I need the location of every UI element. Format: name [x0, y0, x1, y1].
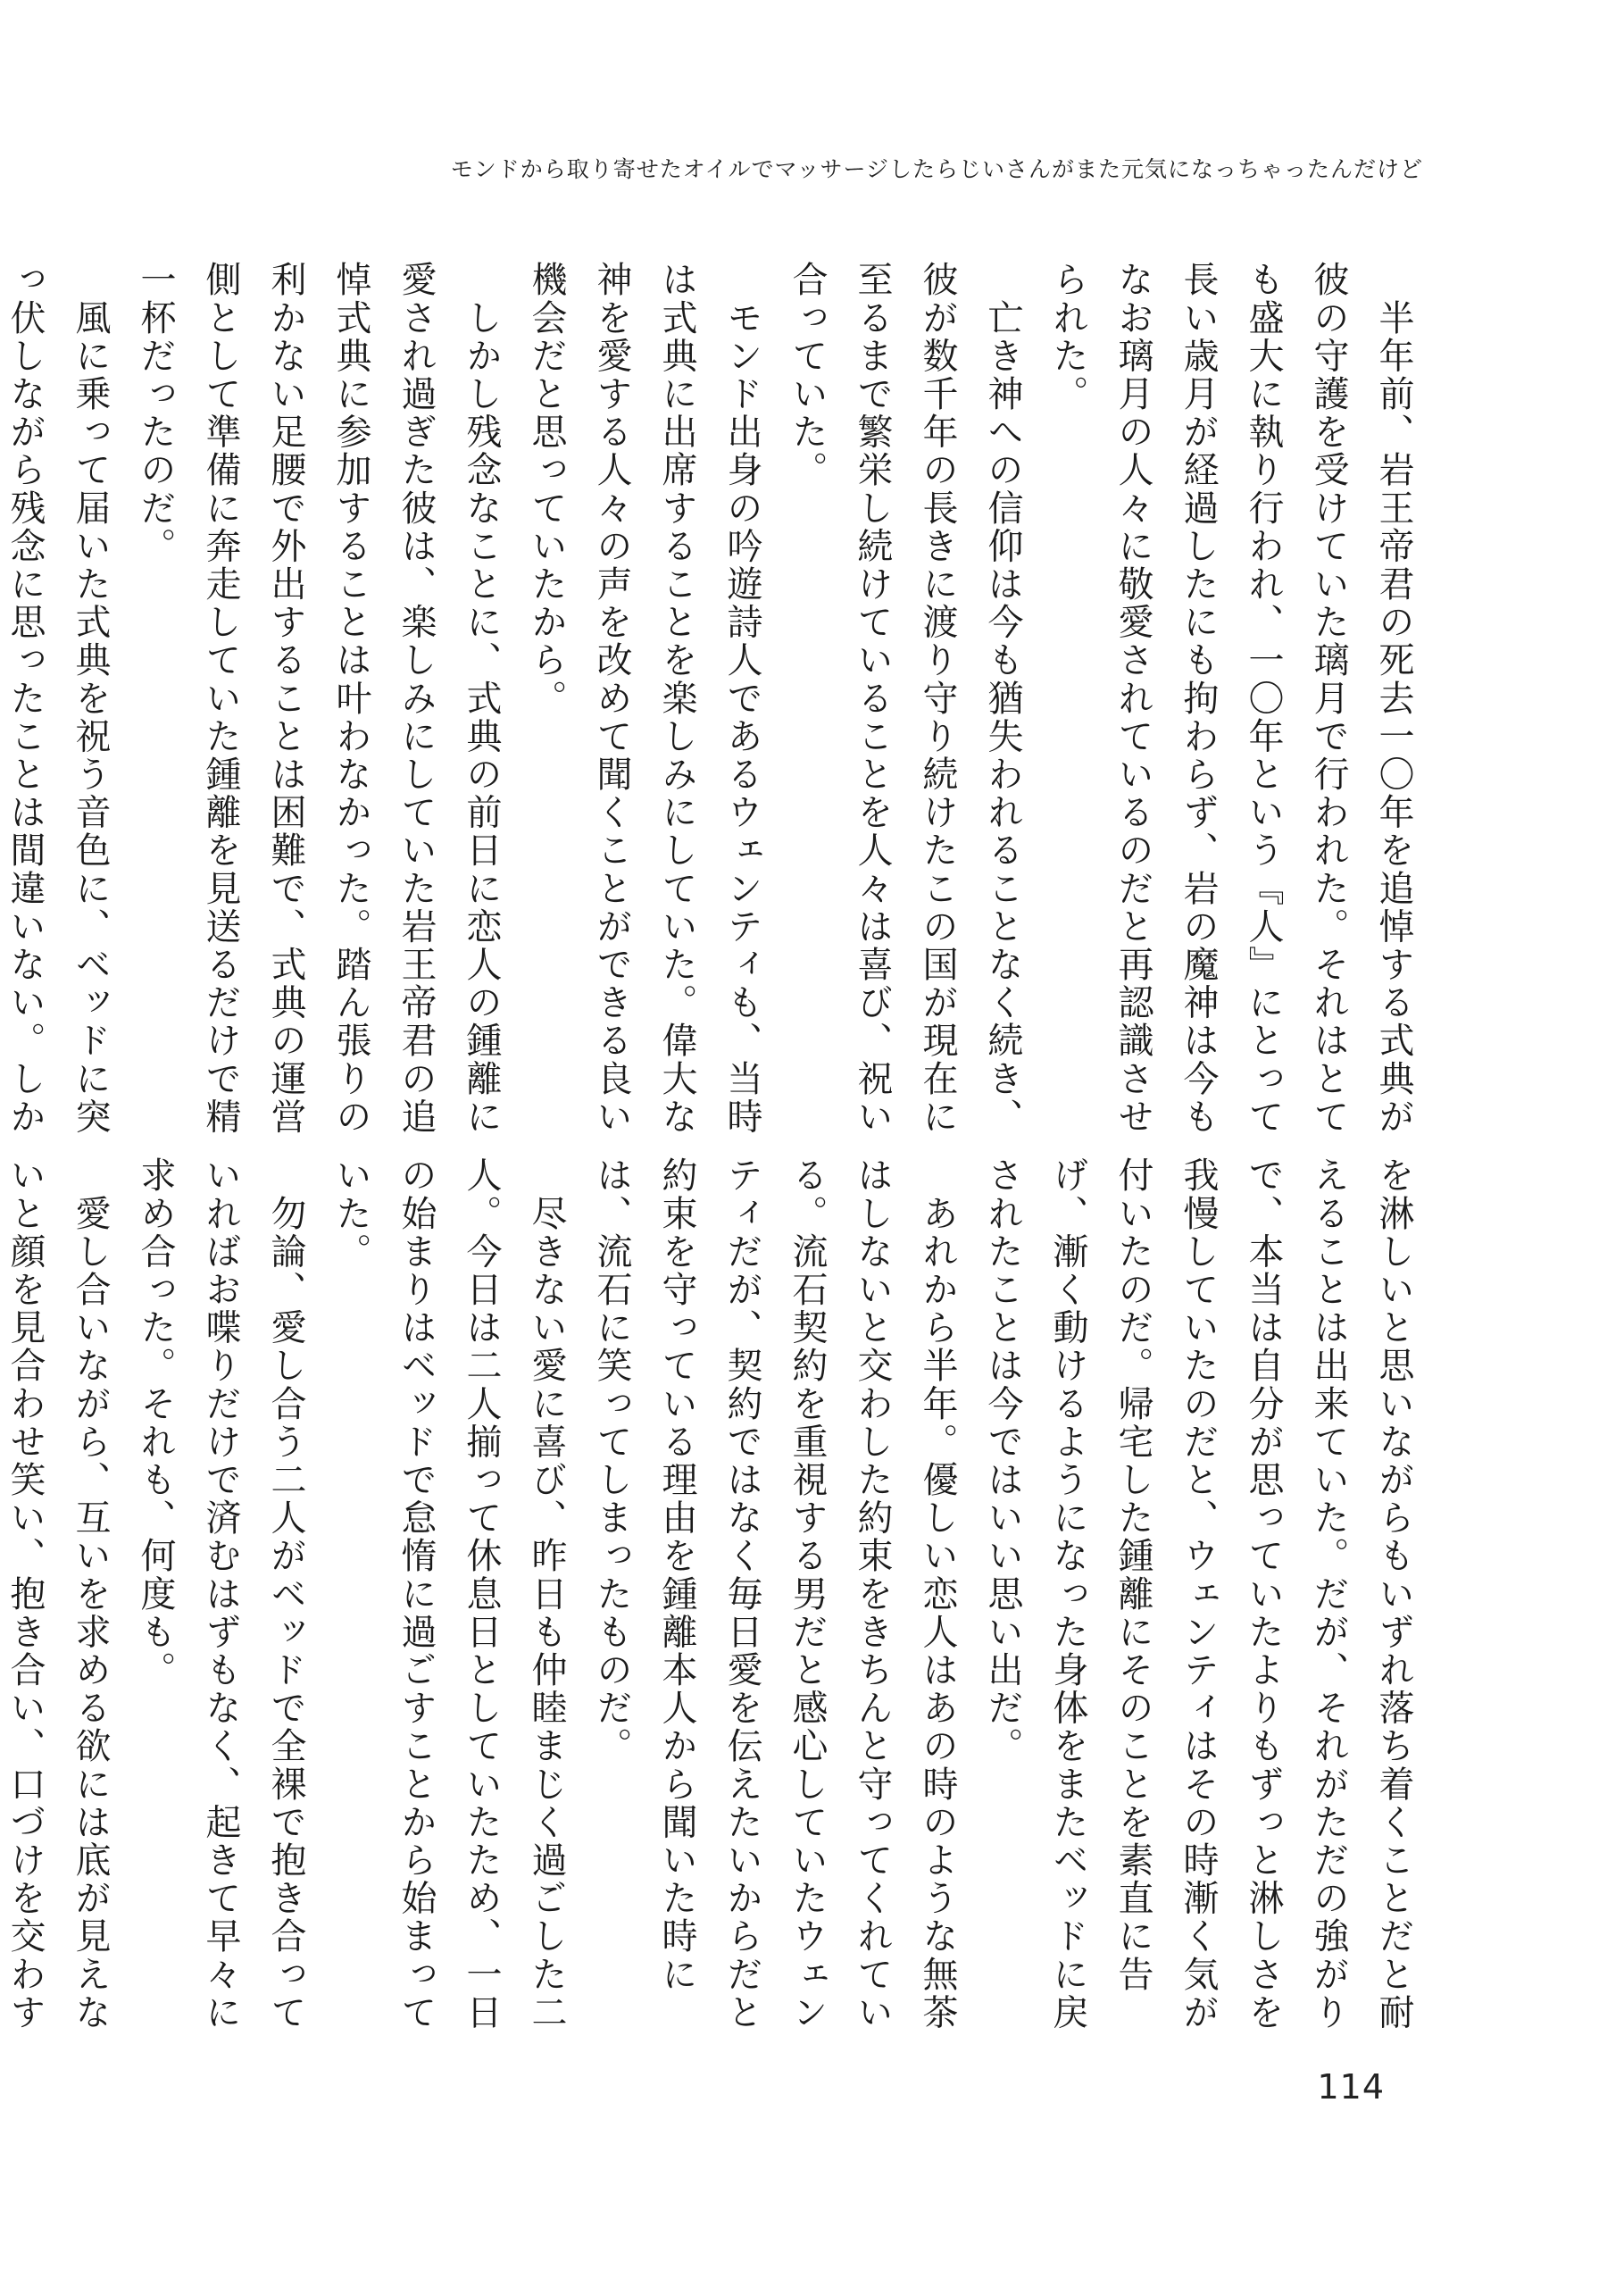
running-header: モンドから取り寄せたオイルでマッサージしたらじいさんがまた元気になっちゃったんだけど	[450, 156, 1423, 182]
paragraph: 愛し合いながら、互いを求める欲には底が見えないと顔を見合わせ笑い、抱き合い、口づけを交わす	[4, 1156, 111, 2032]
paragraph: 亡き神への信仰は今も猶失われることなく続き、彼が数千年の長きに渡り守り続けたこの国が現在に至るまで繁栄し続けていることを人々は喜び、祝い合っていた。	[787, 261, 1023, 1136]
paragraph: 半年前、岩王帝君の死去一〇年を追悼する式典が彼の守護を受けていた璃月で行われた。それはとても盛大に執り行われ、一〇年という『人』にとって長い歳月が経過したにも拘わらず、岩の魔神は今もなお璃月の人々に敬愛されているのだと再認識させられた。	[1047, 261, 1414, 1136]
paragraph: しかし残念なことに、式典の前日に恋人の鍾離に愛され過ぎた彼は、楽しみにしていた岩王帝君の追悼式典に参加することは叶わなかった。踏ん張りの利かない足腰で外出することは困難で、式典の運営側として準備に奔走していた鍾離を見送るだけで精一杯だったのだ。	[135, 261, 502, 1136]
paragraph: あれから半年。優しい恋人はあの時のような無茶はしないと交わした約束をきちんと守ってくれている。流石契約を重視する男だと感心していたウェンティだが、契約ではなく毎日愛を伝えたいからだと約束を守っている理由を鍾離本人から聞いた時には、流石に笑ってしまったものだ。	[591, 1156, 958, 2032]
upper-text-block	[4, 261, 1426, 1136]
paragraph: 尽きない愛に喜び、昨日も仲睦まじく過ごした二人。今日は二人揃って休息日としていたため、一日の始まりはベッドで怠惰に過ごすことから始まっていた。	[330, 1156, 567, 2032]
lower-text-block	[4, 1156, 1426, 2054]
page-number: 114	[1317, 2067, 1385, 2107]
paragraph: 勿論、愛し合う二人がベッドで全裸で抱き合っていればお喋りだけで済むはずもなく、起きて早々に求め合った。それも、何度も。	[135, 1156, 306, 2032]
paragraph: モンド出身の吟遊詩人であるウェンティも、当時は式典に出席することを楽しみにしていた。偉大な神を愛する人々の声を改めて聞くことができる良い機会だと思っていたから。	[526, 261, 762, 1136]
paragraph: を淋しいと思いながらもいずれ落ち着くことだと耐えることは出来ていた。だが、それがただの強がりで、本当は自分が思っていたよりもずっと淋しさを我慢していたのだと、ウェンティはその時漸く気が付いたのだ。帰宅した鍾離にそのことを素直に告げ、漸く動けるようになった身体をまたベッドに戻されたことは今ではいい思い出だ。	[982, 1156, 1414, 2032]
paragraph: 風に乗って届いた式典を祝う音色に、ベッドに突っ伏しながら残念に思ったことは間違いない。しか	[4, 261, 111, 1136]
